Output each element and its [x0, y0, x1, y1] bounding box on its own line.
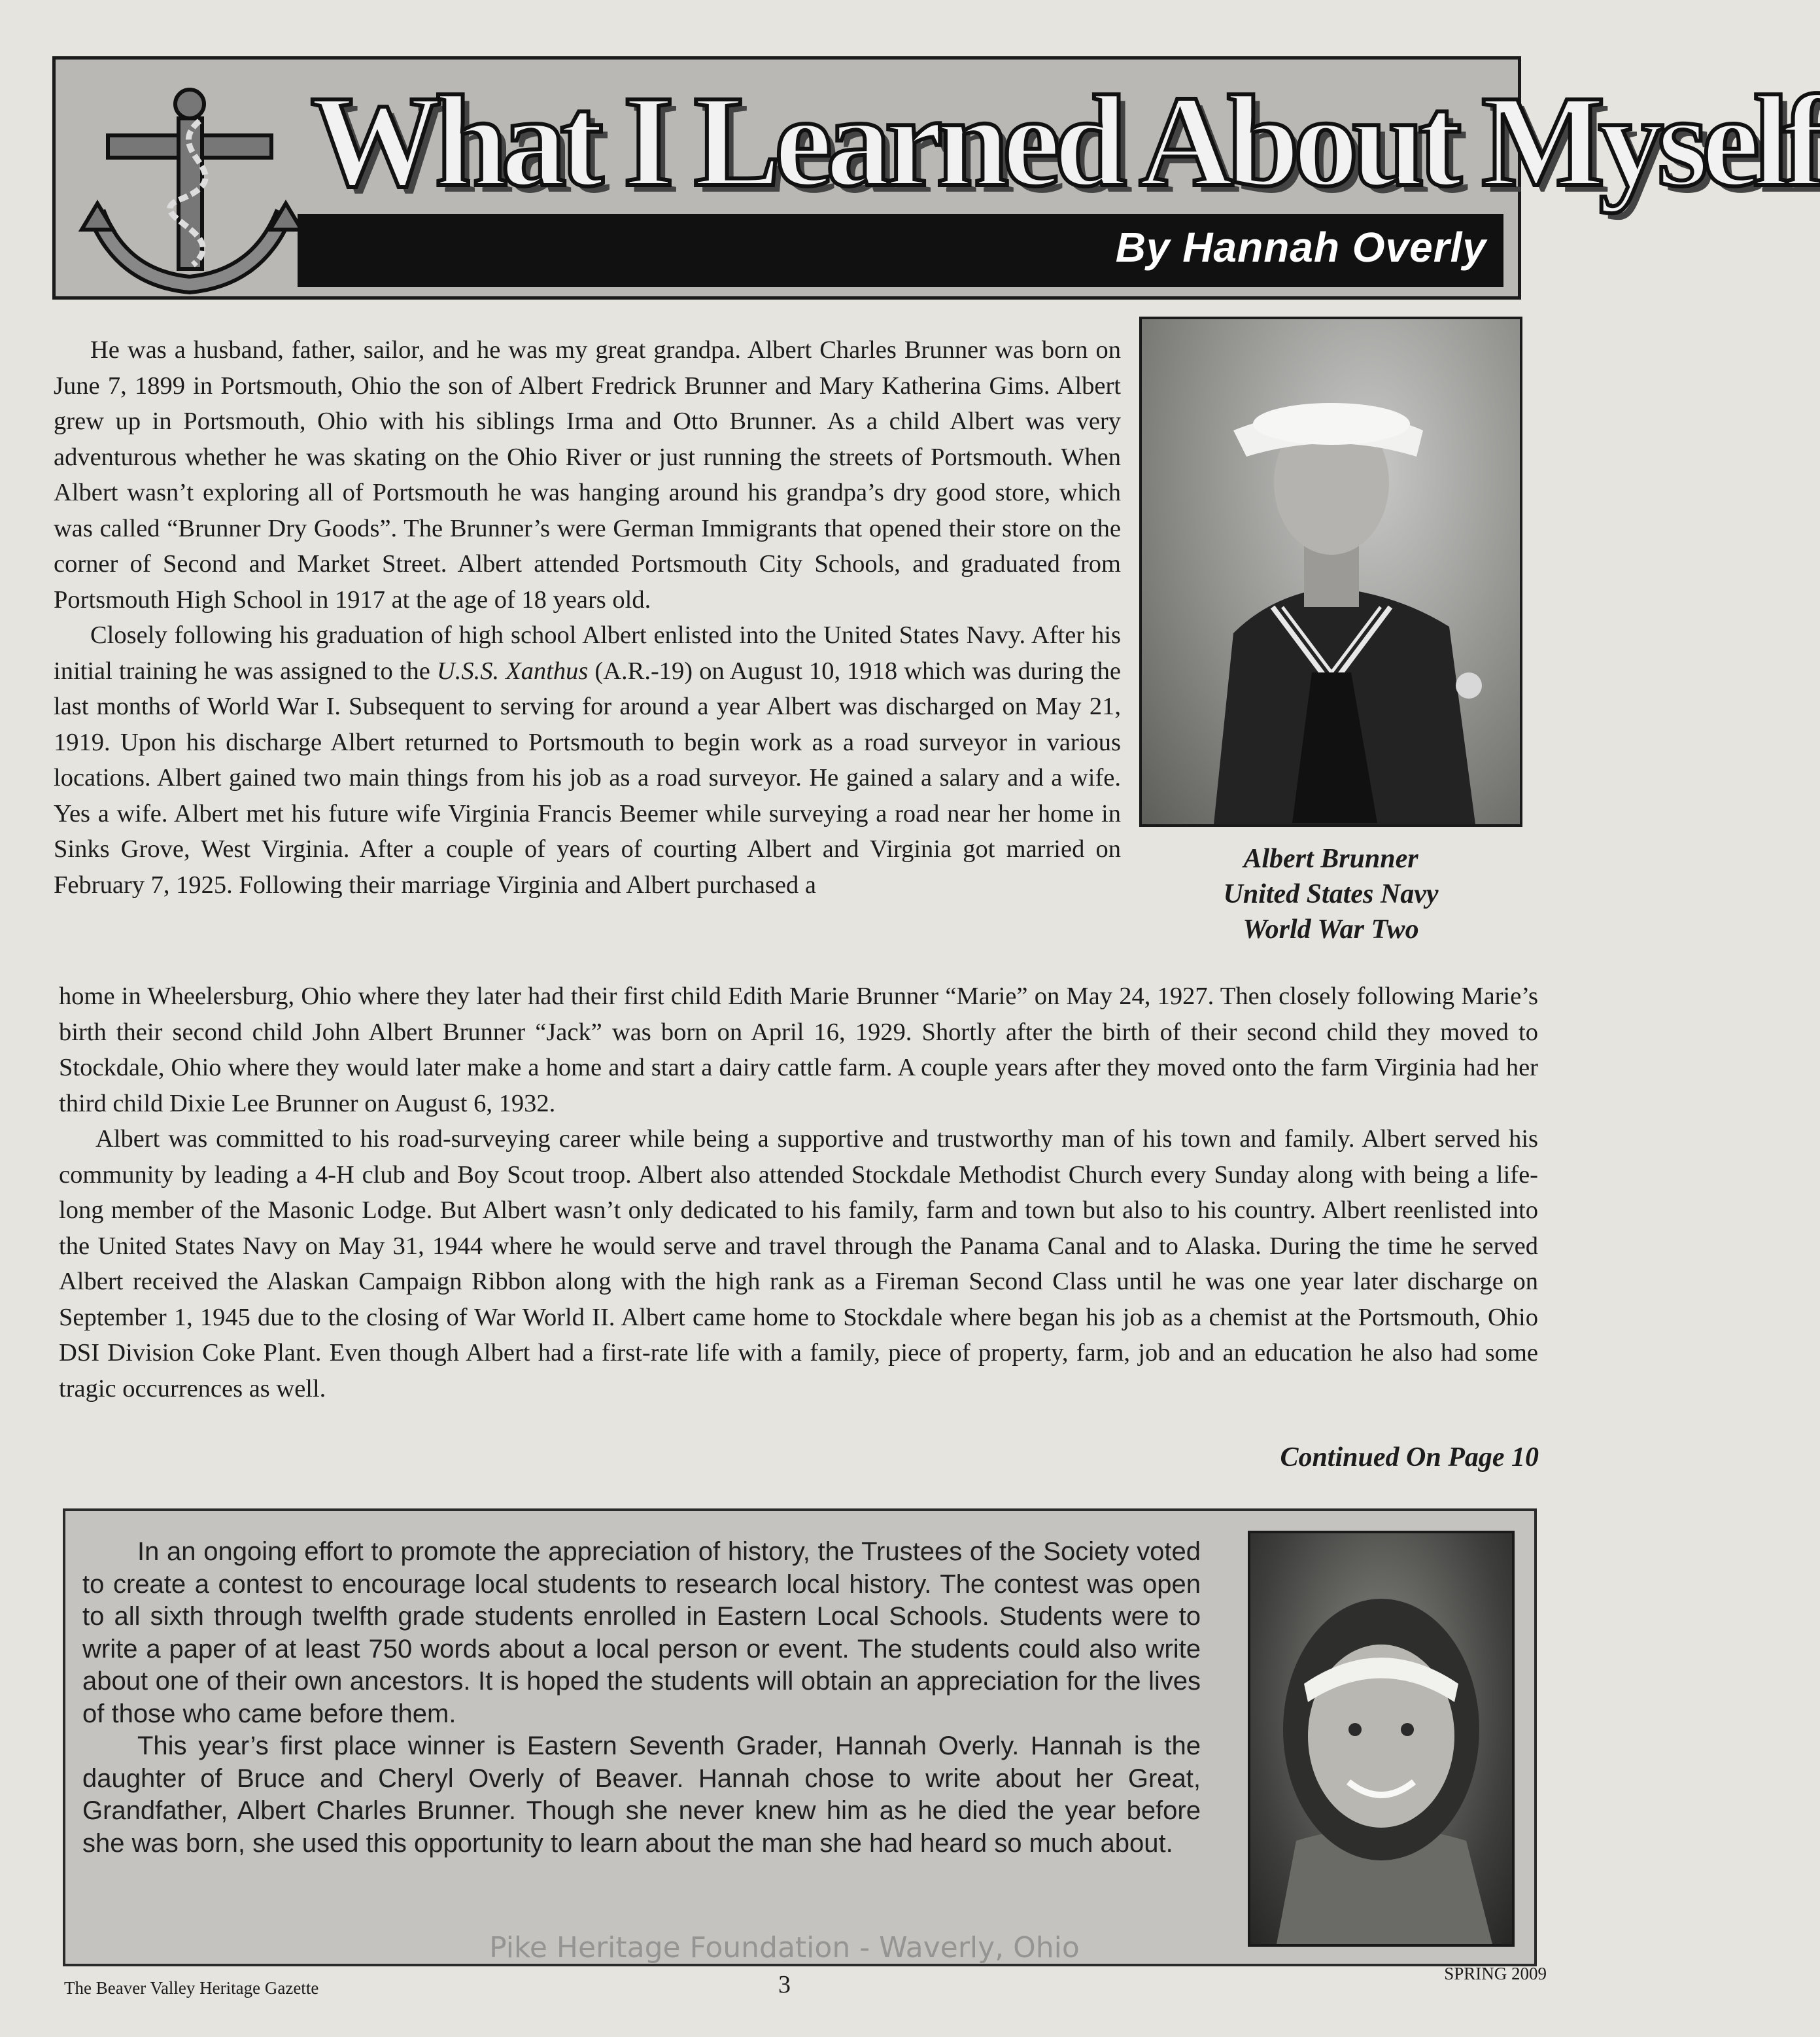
caption-line: Albert Brunner	[1243, 844, 1418, 874]
contest-paragraph: In an ongoing effort to promote the appreciation of history, the Trustees of the Society voted to create a contest to encourage local students to research local history. The contest was open to all sixth through twelfth grade students enrolled in Eastern Local Schools. Students were to write a paper of at least 750 words about a local person or event. The students could also write about one of their own ancestors. It is hoped the students will obtain an appreciation for the lives of those who came before them.	[82, 1537, 1201, 1728]
article-column	[54, 332, 1121, 903]
caption-line: World War Two	[1243, 914, 1419, 945]
publication-name: The Beaver Valley Heritage Gazette	[64, 1978, 319, 1998]
issue-label: SPRING 2009	[1444, 1964, 1547, 1983]
sailor-caption	[1139, 841, 1522, 947]
student-portrait-image	[1250, 1533, 1512, 1944]
contest-paragraph: This year’s first place winner is Eastern Seventh Grader, Hannah Overly. Hannah is the daughter of Bruce and Cheryl Overly of Beaver. Hannah chose to write about her Great, Grandfather, Albert Charles Brunner. Though she never knew him as he died the year before she was born, she used this opportunity to learn about the man she had heard so much about.	[82, 1732, 1201, 1858]
watermark: Pike Heritage Foundation - Waverly, Ohio	[489, 1931, 1080, 1964]
masthead-title: What I Learned About Myself	[311, 69, 1820, 214]
contest-text	[82, 1536, 1201, 1860]
masthead	[52, 56, 1820, 300]
article-full-width	[59, 979, 1538, 1406]
sailor-portrait-image	[1142, 319, 1520, 824]
article-paragraph: He was a husband, father, sailor, and he was my great grandpa. Albert Charles Brunner was born on June 7, 1899 in Portsmouth, Ohio the son of Albert Fredrick Brunner and Mary Katherina Gims. Albert grew up in Portsmouth, Ohio with his siblings Irma and Otto Brunner. As a child Albert was very adventurous whether he was skating on the Ohio River or just running the streets of Portsmouth. When Albert wasn’t exploring all of Portsmouth he was hanging around his grandpa’s dry good store, which was called “Brunner Dry Goods”. The Brunner’s were German Immigrants that opened their store on the corner of Second and Market Street. Albert attended Portsmouth City Schools, and graduated from Portsmouth High School in 1917 at the age of 18 years old.	[54, 336, 1121, 614]
student-photo	[1248, 1531, 1515, 1947]
article-paragraph	[54, 618, 1121, 903]
article-paragraph: home in Wheelersburg, Ohio where they later had their first child Edith Marie Brunner “Marie” on May 24, 1927. Then closely following Marie’s birth their second child John Albert Brunner “Jack” was born on April 16, 1929. Shortly after the birth of their second child they moved to Stockdale, Ohio where they would later make a home and start a dairy cattle farm. A couple years after they moved onto the farm Virginia had her third child Dixie Lee Brunner on August 6, 1932.	[59, 983, 1538, 1117]
sailor-photo	[1139, 317, 1522, 827]
caption-line: United States Navy	[1223, 879, 1439, 909]
anchor-icon	[82, 75, 304, 295]
byline: By Hannah Overly	[1115, 224, 1486, 271]
text-span: (A.R.-19) on August 10, 1918 which was during the last months of World War I. Subsequent to serving for around a year Albert was discharged on May 21, 1919. Upon his discharge Albert returned to Portsmouth to begin work as a road surveyor in various locations. Albert gained two main things from his job as a road surveyor. He gained a salary and a wife. Yes a wife. Albert met his future wife Virginia Francis Beemer while surveying a road near her home in Sinks Grove, West Virginia. After a couple of years of courting Albert and Virginia got married on February 7, 1925. Following their marriage Virginia and Albert purchased a	[54, 657, 1121, 899]
ship-name: U.S.S. Xanthus	[436, 657, 589, 685]
contest-box	[63, 1508, 1537, 1966]
continued-note: Continued On Page 10	[1280, 1442, 1539, 1472]
article-paragraph: Albert was committed to his road-surveying career while being a supportive and trustworthy man of his town and family. Albert served his community by leading a 4-H club and Boy Scout troop. Albert also attended Stockdale Methodist Church every Sunday along with being a life-long member of the Masonic Lodge. But Albert wasn’t only dedicated to his family, farm and town but also to his country. Albert reenlisted into the United States Navy on May 31, 1944 where he would serve and travel through the Panama Canal and to Alaska. During the time he served Albert received the Alaskan Campaign Ribbon along with the high rank as a Fireman Second Class until he was one year later discharge on September 1, 1945 due to the closing of War World II. Albert came home to Stockdale where began his job as a chemist at the Portsmouth, Ohio DSI Division Coke Plant. Even though Albert had a first-rate life with a family, piece of property, farm, job and an education he also had some tragic occurrences as well.	[59, 1125, 1538, 1402]
page-number: 3	[778, 1971, 791, 1998]
text-span: Closely following his graduation of high school Albert enlisted into the United States Navy. After his initial training he was assigned to the	[54, 621, 1121, 685]
